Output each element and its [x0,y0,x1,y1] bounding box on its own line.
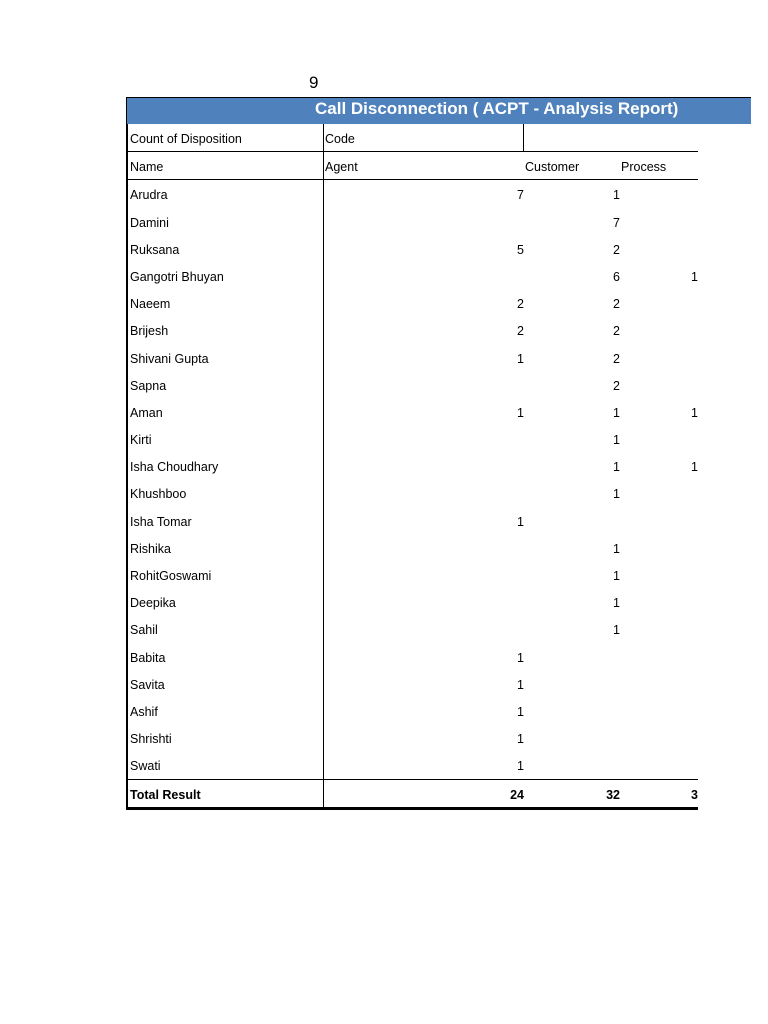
table-row [128,507,698,534]
table-row [128,425,698,452]
customer-cell: 2 [613,351,620,366]
table-row [128,235,698,262]
customer-cell: 6 [613,269,620,284]
agent-cell: 1 [517,405,524,420]
total-label: Total Result [130,787,201,802]
process-cell: 1 [691,269,698,284]
agent-cell: 2 [517,297,524,312]
name-cell: Savita [130,677,165,692]
customer-cell: 1 [613,596,620,611]
customer-cell: 2 [613,378,620,393]
name-cell: Aman [130,405,163,420]
table-row [128,670,698,697]
name-cell: Brijesh [130,324,169,339]
agent-cell: 2 [517,324,524,339]
table-row [128,479,698,506]
name-cell: Khushboo [130,487,187,502]
page-number: 9 [309,73,319,92]
customer-cell: 7 [613,215,620,230]
column-divider [323,780,324,807]
count-of-disposition-label: Count of Disposition [130,132,242,146]
data-rows [128,180,698,778]
column-divider [323,124,324,151]
table-row [128,724,698,751]
name-cell: Shivani Gupta [130,351,209,366]
total-row [128,779,698,810]
column-divider [523,124,524,151]
report-table [126,124,698,810]
name-cell: Kirti [130,433,152,448]
agent-column-header: Agent [325,160,358,175]
customer-cell: 2 [613,242,620,257]
name-cell: Damini [130,215,169,230]
agent-cell: 1 [517,514,524,529]
customer-cell: 1 [613,188,620,203]
table-row [128,289,698,316]
table-row [128,208,698,235]
table-row [128,615,698,642]
name-cell: Sahil [130,623,158,638]
name-cell: Ashif [130,704,158,719]
table-row [128,452,698,479]
table-row [128,344,698,371]
table-row [128,180,698,207]
total-customer: 32 [606,787,620,802]
name-cell: Babita [130,650,166,665]
name-cell: Gangotri Bhuyan [130,269,224,284]
report-title: Call Disconnection ( ACPT - Analysis Report) [315,99,679,118]
agent-cell: 1 [517,677,524,692]
customer-cell: 1 [613,433,620,448]
table-row [128,371,698,398]
agent-cell: 1 [517,732,524,747]
customer-cell: 1 [613,541,620,556]
name-cell: Arudra [130,188,168,203]
name-cell: Isha Tomar [130,514,192,529]
total-process: 3 [691,787,698,802]
agent-cell: 1 [517,650,524,665]
agent-cell: 1 [517,704,524,719]
customer-cell: 2 [613,297,620,312]
agent-cell: 1 [517,759,524,774]
table-row [128,697,698,724]
total-agent: 24 [510,787,524,802]
name-cell: Deepika [130,596,176,611]
name-cell: Shrishti [130,732,172,747]
name-cell: Swati [130,759,161,774]
name-cell: Rishika [130,541,171,556]
code-label: Code [325,132,355,146]
name-cell: Sapna [130,378,167,393]
process-column-header: Process [621,160,667,175]
agent-cell: 1 [517,351,524,366]
name-column-header: Name [130,160,164,175]
table-row [128,751,698,778]
agent-cell: 5 [517,242,524,257]
column-divider [323,152,324,179]
name-cell: Naeem [130,297,171,312]
agent-cell: 7 [517,188,524,203]
name-cell: Isha Choudhary [130,460,219,475]
customer-cell: 1 [613,405,620,420]
customer-cell: 1 [613,487,620,502]
process-cell: 1 [691,460,698,475]
table-row [128,561,698,588]
process-cell: 1 [691,405,698,420]
table-row [128,534,698,561]
table-row [128,316,698,343]
table-row [128,398,698,425]
name-cell: RohitGoswami [130,569,212,583]
header-row-columns [128,152,698,180]
name-cell: Ruksana [130,242,180,257]
customer-column-header: Customer [525,160,580,175]
table-row [128,262,698,289]
customer-cell: 1 [613,569,620,583]
customer-cell: 2 [613,324,620,339]
customer-cell: 1 [613,623,620,638]
table-row [128,588,698,615]
header-row-disposition [128,124,698,152]
table-row [128,643,698,670]
customer-cell: 1 [613,460,620,475]
